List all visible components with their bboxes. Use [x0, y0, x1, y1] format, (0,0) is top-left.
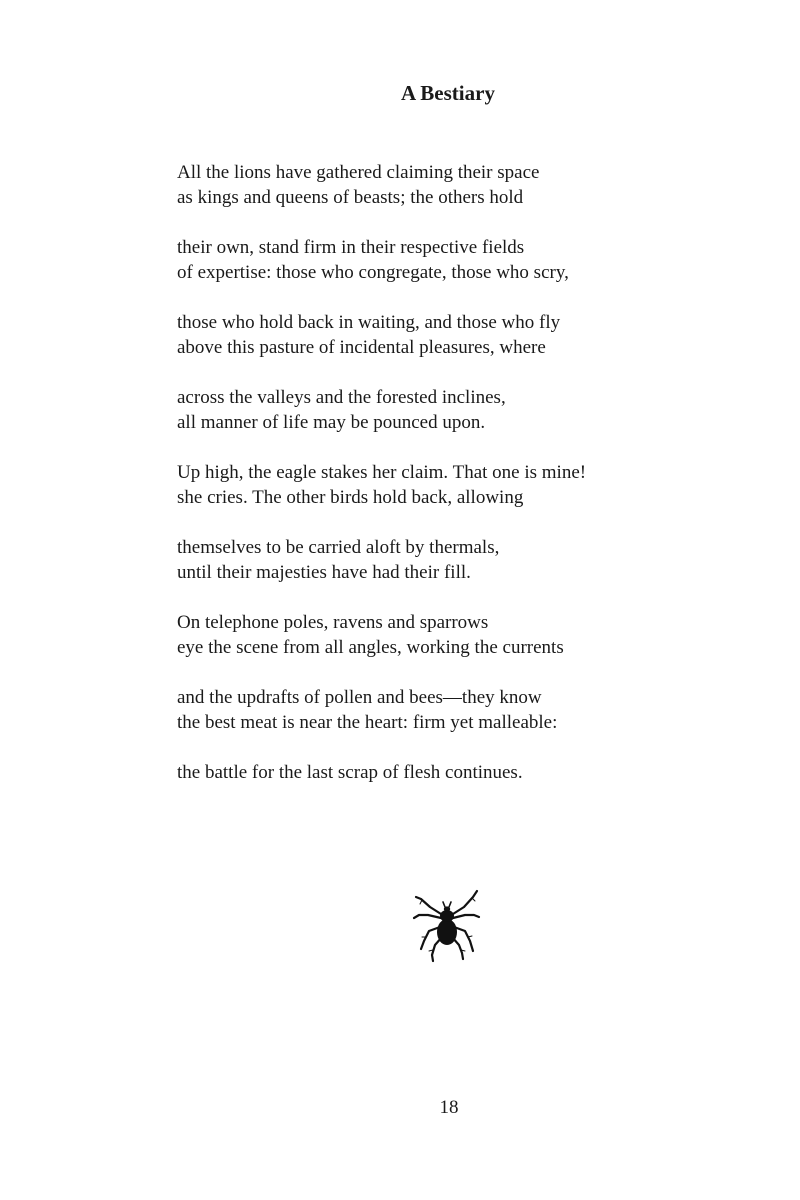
- poem-line: On telephone poles, ravens and sparrows: [177, 612, 489, 633]
- stanza: [177, 160, 737, 210]
- poem-line: the battle for the last scrap of flesh continues.: [177, 762, 523, 783]
- stanza: [177, 685, 737, 735]
- stanza: [177, 385, 737, 435]
- page-number: 18: [439, 1097, 459, 1118]
- stanza: [177, 610, 737, 660]
- poem-line: until their majesties have had their fill.: [177, 562, 471, 583]
- poem-line: Up high, the eagle stakes her claim. That one is mine!: [177, 462, 587, 483]
- poem-line: all manner of life may be pounced upon.: [177, 412, 486, 433]
- poem-line: themselves to be carried aloft by thermals,: [177, 537, 500, 558]
- poem-line: and the updrafts of pollen and bees—they know: [177, 687, 542, 708]
- poem-line: All the lions have gathered claiming their space: [177, 162, 540, 183]
- poem-line: as kings and queens of beasts; the others hold: [177, 187, 524, 208]
- poem-body: [177, 160, 737, 810]
- poem-line: the best meat is near the heart: firm yet malleable:: [177, 712, 558, 733]
- stanza: [177, 310, 737, 360]
- stanza: [177, 760, 737, 785]
- poem-line: their own, stand firm in their respective fields: [177, 237, 525, 258]
- poem-line: those who hold back in waiting, and those who fly: [177, 312, 561, 333]
- poem-line: above this pasture of incidental pleasures, where: [177, 337, 546, 358]
- poem-title: A Bestiary: [401, 81, 495, 105]
- poem-line: eye the scene from all angles, working the currents: [177, 637, 564, 658]
- poem-line: she cries. The other birds hold back, allowing: [177, 487, 524, 508]
- spider-icon: [412, 885, 482, 963]
- stanza: [177, 235, 737, 285]
- poem-line: of expertise: those who congregate, those who scry,: [177, 262, 569, 283]
- stanza: [177, 535, 737, 585]
- stanza: [177, 460, 737, 510]
- poem-line: across the valleys and the forested inclines,: [177, 387, 506, 408]
